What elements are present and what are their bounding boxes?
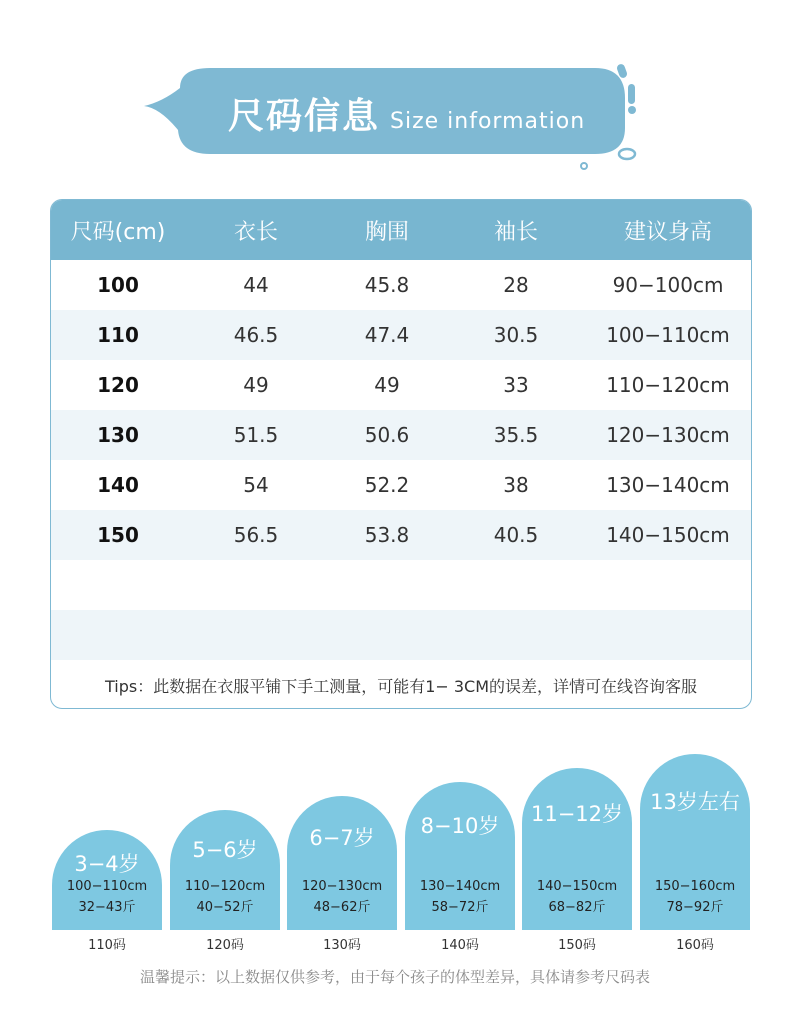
- cell-chest: 47.4: [364, 323, 410, 347]
- cell-chest: 49: [374, 373, 400, 397]
- table-row: [51, 510, 751, 560]
- cell-size: 100: [97, 273, 139, 297]
- cell-height: 140−150cm: [606, 523, 730, 547]
- title-cn: 尺码信息: [228, 96, 381, 137]
- table-row: [51, 460, 751, 510]
- age-weight: 58−72斤: [431, 900, 489, 915]
- age-weight: 78−92斤: [666, 900, 724, 915]
- table-header: [51, 200, 751, 260]
- age-card: [640, 754, 750, 930]
- age-weight: 32−43斤: [78, 900, 136, 915]
- cell-length: 54: [243, 473, 269, 497]
- cell-height: 110−120cm: [606, 373, 730, 397]
- cell-sleeve: 40.5: [493, 523, 539, 547]
- table-row: [51, 360, 751, 410]
- table-row-empty: [51, 610, 751, 660]
- size-label: 160码: [676, 938, 714, 953]
- age-weight: 48−62斤: [313, 900, 371, 915]
- cell-height: 90−100cm: [612, 273, 724, 297]
- cell-height: 120−130cm: [606, 423, 730, 447]
- cell-chest: 52.2: [364, 473, 410, 497]
- age-height: 100−110cm: [66, 879, 148, 894]
- cell-size: 140: [97, 473, 139, 497]
- title-en: Size information: [390, 109, 586, 134]
- cell-sleeve: 28: [503, 273, 529, 297]
- size-label: 120码: [206, 938, 244, 953]
- page-title: [228, 88, 585, 139]
- table-tips: Tips：此数据在衣服平铺下手工测量，可能有1− 3CM的误差，详情可在线咨询客服: [104, 677, 698, 696]
- age-label: 11−12岁: [530, 802, 624, 826]
- age-info: [522, 876, 632, 918]
- size-label: 140码: [441, 938, 479, 953]
- header-bubble: [140, 58, 660, 178]
- age-height: 140−150cm: [536, 879, 618, 894]
- age-info: [170, 876, 280, 918]
- cell-height: 130−140cm: [606, 473, 730, 497]
- cell-chest: 45.8: [364, 273, 410, 297]
- table-row: [51, 410, 751, 460]
- age-cards: [52, 750, 752, 930]
- cell-size: 130: [97, 423, 139, 447]
- header-length: 衣长: [233, 219, 278, 245]
- size-label: 150码: [558, 938, 596, 953]
- table-row-empty: [51, 560, 751, 610]
- age-height: 120−130cm: [301, 879, 383, 894]
- age-info: [287, 876, 397, 918]
- age-info: [640, 876, 750, 918]
- age-height: 150−160cm: [654, 879, 736, 894]
- size-label: 130码: [323, 938, 361, 953]
- age-label: 6−7岁: [309, 826, 375, 850]
- age-label: 5−6岁: [192, 838, 258, 862]
- cell-sleeve: 30.5: [493, 323, 539, 347]
- age-height: 110−120cm: [184, 879, 266, 894]
- cell-length: 46.5: [233, 323, 279, 347]
- age-height: 130−140cm: [419, 879, 501, 894]
- age-info: [405, 876, 515, 918]
- cell-length: 51.5: [233, 423, 279, 447]
- cell-height: 100−110cm: [606, 323, 730, 347]
- cell-size: 110: [97, 323, 139, 347]
- cell-sleeve: 33: [503, 373, 529, 397]
- table-row: [51, 260, 751, 310]
- header-height: 建议身高: [623, 219, 712, 245]
- table-row: [51, 310, 751, 360]
- cell-size: 120: [97, 373, 139, 397]
- size-labels: [52, 934, 752, 954]
- age-label: 13岁左右: [650, 790, 740, 814]
- cell-sleeve: 38: [503, 473, 529, 497]
- cell-chest: 50.6: [364, 423, 410, 447]
- header-chest: 胸围: [364, 219, 409, 245]
- age-card: [170, 810, 280, 930]
- age-weight: 68−82斤: [548, 900, 606, 915]
- cell-length: 49: [243, 373, 269, 397]
- header-sleeve: 袖长: [493, 219, 538, 245]
- cell-sleeve: 35.5: [493, 423, 539, 447]
- age-card: [522, 768, 632, 930]
- age-weight: 40−52斤: [196, 900, 254, 915]
- age-label: 8−10岁: [420, 814, 500, 838]
- size-label: 110码: [88, 938, 126, 953]
- header-size: 尺码(cm): [70, 219, 166, 245]
- age-card: [52, 830, 162, 930]
- age-info: [52, 876, 162, 918]
- cell-length: 56.5: [233, 523, 279, 547]
- footer-notice: 温馨提示：以上数据仅供参考，由于每个孩子的体型差异，具体请参考尺码表: [139, 968, 650, 986]
- age-card: [405, 782, 515, 930]
- cell-length: 44: [243, 273, 269, 297]
- size-table: [50, 199, 752, 709]
- cell-chest: 53.8: [364, 523, 410, 547]
- age-label: 3−4岁: [74, 852, 140, 876]
- age-card: [287, 796, 397, 930]
- cell-size: 150: [97, 523, 139, 547]
